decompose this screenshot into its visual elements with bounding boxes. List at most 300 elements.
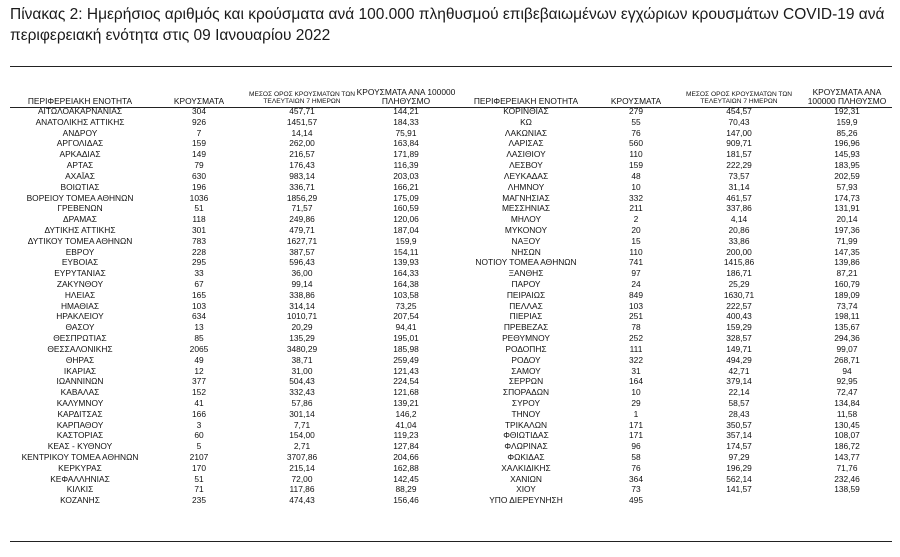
per100k-cell: 94: [842, 365, 852, 376]
cases-cell: 235: [192, 495, 206, 506]
avg7-cell: 3480,29: [286, 343, 318, 354]
cases-cell: 377: [192, 376, 206, 387]
region-cell: ΑΡΓΟΛΙΔΑΣ: [56, 138, 104, 149]
region-cell: ΧΑΝΙΩΝ: [510, 473, 542, 484]
cases-cell: 76: [631, 127, 641, 138]
per100k-cell: 139,21: [393, 397, 419, 408]
avg7-cell: 215,14: [289, 462, 315, 473]
cases-cell: 159: [192, 138, 206, 149]
per100k-cell: 159,9: [395, 235, 417, 246]
cases-cell: 251: [629, 311, 643, 322]
per100k-cell: 232,46: [834, 473, 860, 484]
region-cell: ΚΑΡΠΑΘΟΥ: [56, 419, 104, 430]
per100k-cell: 198,11: [834, 311, 860, 322]
avg7-cell: 314,14: [289, 300, 315, 311]
cases-cell: 159: [629, 160, 643, 171]
avg7-cell: 909,71: [726, 138, 752, 149]
table-row: [456, 484, 892, 495]
cases-cell: 196: [192, 181, 206, 192]
table-row: [10, 214, 456, 225]
region-cell: ΛΑΡΙΣΑΣ: [508, 138, 544, 149]
table-row: [456, 409, 892, 420]
cases-cell: 171: [629, 419, 643, 430]
cases-cell: 110: [629, 149, 643, 160]
region-cell: ΞΑΝΘΗΣ: [508, 268, 544, 279]
header-per100k: ΚΡΟΥΣΜΑΤΑ ΑΝΑ 100000 ΠΛΗΘΥΣΜΟ: [356, 87, 456, 106]
avg7-cell: 454,57: [726, 106, 752, 116]
table-row: [10, 452, 456, 463]
table-row: [10, 268, 456, 279]
cases-cell: 634: [192, 311, 206, 322]
per100k-cell: 204,66: [393, 452, 419, 462]
per100k-cell: 88,29: [395, 484, 417, 495]
avg7-cell: 1451,57: [286, 116, 318, 127]
per100k-cell: [802, 495, 892, 506]
cases-cell: 85: [194, 333, 204, 344]
top-rule: [10, 66, 892, 67]
per100k-cell: 186,72: [834, 441, 860, 452]
region-cell: ΕΒΡΟΥ: [65, 246, 95, 257]
avg7-cell: 479,71: [289, 224, 315, 235]
region-cell: ΠΙΕΡΙΑΣ: [509, 311, 543, 322]
avg7-cell: 159,29: [726, 322, 752, 333]
per100k-cell: 20,14: [836, 214, 858, 225]
cases-cell: 55: [631, 116, 641, 127]
avg7-cell: 474,43: [289, 495, 315, 506]
table-row: [456, 463, 892, 474]
region-cell: ΚΑΒΑΛΑΣ: [60, 387, 100, 398]
cases-cell: 164: [629, 376, 643, 387]
cases-cell: 76: [631, 462, 641, 473]
cases-cell: 49: [194, 354, 204, 365]
per100k-cell: 160,59: [393, 203, 419, 214]
per100k-cell: 171,89: [393, 149, 419, 160]
table-row: [456, 344, 892, 355]
cases-cell: 67: [194, 279, 204, 289]
avg7-cell: 2,71: [293, 441, 311, 452]
avg7-cell: 337,86: [726, 203, 752, 214]
avg7-cell: 336,71: [289, 181, 315, 192]
region-cell: ΚΕΝΤΡΙΚΟΥ ΤΟΜΕΑ ΑΘΗΝΩΝ: [21, 452, 139, 462]
table-row: [10, 128, 456, 139]
per100k-cell: 71,76: [836, 462, 858, 473]
avg7-cell: 154,00: [289, 430, 315, 441]
region-cell: ΖΑΚΥΝΘΟΥ: [56, 279, 104, 289]
avg7-cell: 147,00: [726, 127, 752, 138]
region-cell: ΗΛΕΙΑΣ: [64, 289, 96, 300]
avg7-cell: 33,86: [728, 235, 750, 246]
avg7-cell: 461,57: [726, 192, 752, 203]
region-cell: ΜΕΣΣΗΝΙΑΣ: [501, 203, 551, 214]
table-row: [456, 420, 892, 431]
region-cell: ΚΕΑΣ - ΚΥΘΝΟΥ: [47, 441, 113, 452]
table-row: [456, 311, 892, 322]
region-cell: ΑΙΤΩΛΟΑΚΑΡΝΑΝΙΑΣ: [37, 106, 123, 116]
header-region: ΠΕΡΙΦΕΡΕΙΑΚΗ ΕΝΟΤΗΤΑ: [27, 96, 133, 106]
avg7-cell: 328,57: [726, 333, 752, 344]
region-cell: ΠΑΡΟΥ: [511, 279, 541, 289]
table-row: [10, 333, 456, 344]
avg7-cell: [676, 495, 802, 506]
per100k-cell: 57,93: [836, 181, 858, 192]
region-cell: ΑΝΔΡΟΥ: [62, 127, 98, 138]
cases-cell: 110: [629, 246, 643, 257]
avg7-cell: 135,29: [289, 333, 315, 344]
table-row: [10, 301, 456, 312]
per100k-cell: 224,54: [393, 376, 419, 387]
avg7-cell: 4,14: [730, 214, 748, 225]
table-row: [456, 138, 892, 149]
avg7-cell: 149,71: [726, 343, 752, 354]
per100k-cell: 119,23: [393, 430, 419, 441]
per100k-cell: 92,95: [836, 376, 858, 387]
cases-cell: 170: [192, 462, 206, 473]
region-cell: ΗΜΑΘΙΑΣ: [60, 300, 100, 311]
per100k-cell: 154,11: [393, 246, 419, 257]
per100k-cell: 41,04: [395, 419, 417, 430]
avg7-cell: 20,29: [291, 322, 313, 333]
per100k-cell: 121,68: [393, 387, 419, 398]
region-cell: ΦΛΩΡΙΝΑΣ: [504, 441, 548, 452]
avg7-cell: 504,43: [289, 376, 315, 387]
cases-cell: 10: [631, 181, 641, 192]
region-cell: ΡΕΘΥΜΝΟΥ: [502, 333, 550, 344]
avg7-cell: 983,14: [289, 170, 315, 181]
table-row: [456, 376, 892, 387]
cases-cell: 630: [192, 170, 206, 181]
table-row: [456, 430, 892, 441]
avg7-cell: 301,14: [289, 408, 315, 419]
avg7-cell: 97,29: [728, 452, 750, 462]
per100k-cell: 163,84: [393, 138, 419, 149]
region-cell: ΘΑΣΟΥ: [65, 322, 95, 333]
cases-cell: 78: [631, 322, 641, 333]
per100k-cell: 183,95: [834, 160, 860, 171]
per100k-cell: 103,58: [393, 289, 419, 300]
cases-cell: 118: [192, 214, 206, 225]
table-row: [10, 463, 456, 474]
avg7-cell: 7,71: [293, 419, 311, 430]
per100k-cell: 175,09: [393, 192, 419, 203]
region-cell: ΔΥΤΙΚΟΥ ΤΟΜΕΑ ΑΘΗΝΩΝ: [27, 235, 133, 246]
region-cell: ΔΥΤΙΚΗΣ ΑΤΤΙΚΗΣ: [44, 224, 116, 235]
cases-cell: 304: [192, 106, 206, 116]
region-cell: ΒΟΡΕΙΟΥ ΤΟΜΕΑ ΑΘΗΝΩΝ: [26, 192, 134, 203]
cases-cell: 279: [629, 106, 643, 116]
cases-cell: 13: [194, 322, 204, 333]
per100k-cell: 185,98: [393, 343, 419, 354]
cases-cell: 1036: [189, 192, 209, 203]
header-per100k: ΚΡΟΥΣΜΑΤΑ ΑΝΑ 100000 ΠΛΗΘΥΣΜΟ: [807, 87, 887, 106]
region-cell: ΜΗΛΟΥ: [510, 214, 542, 225]
table-row: [456, 128, 892, 139]
cases-cell: 2065: [189, 343, 209, 354]
region-cell: ΡΟΔΟΠΗΣ: [505, 343, 547, 354]
cases-cell: 1: [633, 408, 639, 419]
per100k-cell: 207,54: [393, 311, 419, 322]
cases-cell: 51: [194, 203, 204, 214]
per100k-cell: 72,47: [836, 387, 858, 398]
cases-cell: 165: [192, 289, 206, 300]
region-cell: ΛΑΚΩΝΙΑΣ: [504, 127, 548, 138]
region-cell: ΒΟΙΩΤΙΑΣ: [60, 181, 100, 192]
cases-cell: 152: [192, 387, 206, 398]
table-row: [10, 290, 456, 301]
cases-cell: 12: [194, 365, 204, 376]
avg7-cell: 38,71: [291, 354, 313, 365]
avg7-cell: 57,86: [291, 397, 313, 408]
cases-cell: 58: [631, 452, 641, 462]
avg7-cell: 99,14: [291, 279, 313, 289]
table-row: [10, 106, 456, 117]
cases-cell: 15: [631, 235, 641, 246]
per100k-cell: 184,33: [393, 116, 419, 127]
avg7-cell: 1627,71: [286, 235, 318, 246]
region-cell: ΚΑΡΔΙΤΣΑΣ: [57, 408, 103, 419]
region-cell: ΣΕΡΡΩΝ: [508, 376, 544, 387]
region-cell: ΚΟΖΑΝΗΣ: [60, 495, 100, 506]
table-row: [456, 279, 892, 290]
region-cell: ΘΗΡΑΣ: [65, 354, 95, 365]
avg7-cell: 357,14: [726, 430, 752, 441]
avg7-cell: 117,86: [289, 484, 315, 495]
cases-cell: 926: [192, 116, 206, 127]
avg7-cell: 400,43: [726, 311, 752, 322]
cases-cell: 301: [192, 224, 206, 235]
table-row: [456, 366, 892, 377]
per100k-cell: 156,46: [393, 495, 419, 506]
per100k-cell: 142,45: [393, 473, 419, 484]
per100k-cell: 139,86: [834, 257, 860, 268]
region-cell: ΠΡΕΒΕΖΑΣ: [503, 322, 549, 333]
per100k-cell: 85,26: [836, 127, 858, 138]
table-row: [456, 171, 892, 182]
per100k-cell: 121,43: [393, 365, 419, 376]
region-cell: ΚΑΛΥΜΝΟΥ: [56, 397, 104, 408]
table-row: [10, 387, 456, 398]
table-row: [10, 117, 456, 128]
avg7-cell: 249,86: [289, 214, 315, 225]
per100k-cell: 189,09: [834, 289, 860, 300]
table-row: [456, 322, 892, 333]
avg7-cell: 350,57: [726, 419, 752, 430]
table-row: [10, 171, 456, 182]
table-row: [10, 366, 456, 377]
region-cell: ΧΑΛΚΙΔΙΚΗΣ: [501, 462, 551, 473]
avg7-cell: 262,00: [289, 138, 315, 149]
per100k-cell: 259,49: [393, 354, 419, 365]
region-cell: ΛΕΥΚΑΔΑΣ: [503, 170, 549, 181]
per100k-cell: 11,58: [836, 408, 858, 419]
table-row: [10, 279, 456, 290]
table-row: [456, 203, 892, 214]
region-cell: ΦΩΚΙΔΑΣ: [507, 452, 545, 462]
per100k-cell: 268,71: [834, 354, 860, 365]
per100k-cell: 135,67: [834, 322, 860, 333]
per100k-cell: 120,06: [393, 214, 419, 225]
table-row: [456, 214, 892, 225]
table-row: [456, 182, 892, 193]
avg7-cell: 71,57: [291, 203, 313, 214]
table-row: [456, 225, 892, 236]
cases-cell: 322: [629, 354, 643, 365]
avg7-cell: 58,57: [728, 397, 750, 408]
per100k-cell: 73,74: [836, 300, 858, 311]
per100k-cell: 131,91: [834, 203, 860, 214]
table-row: [10, 257, 456, 268]
avg7-cell: 72,00: [291, 473, 313, 484]
region-cell: ΗΡΑΚΛΕΙΟΥ: [56, 311, 104, 322]
per100k-cell: 138,59: [834, 484, 860, 495]
table-caption: Πίνακας 2: Ημερήσιος αριθμός και κρούσματα ανά 100.000 πληθυσμού επιβεβαιωμένων εγχώριων κρουσμάτων COVID-19 ανά περιφερειακή ενότητα στις 09 Ιανουαρίου 2022: [10, 6, 885, 44]
region-cell: ΚΟΡΙΝΘΙΑΣ: [503, 106, 549, 116]
table-row: [456, 193, 892, 204]
cases-cell: 5: [196, 441, 202, 452]
avg7-cell: 379,14: [726, 376, 752, 387]
table-row: [10, 311, 456, 322]
region-cell: ΚΕΦΑΛΛΗΝΙΑΣ: [50, 473, 110, 484]
per100k-cell: 164,38: [393, 279, 419, 289]
table-row: [456, 117, 892, 128]
cases-cell: 252: [629, 333, 643, 344]
per100k-cell: 71,99: [836, 235, 858, 246]
per100k-cell: 203,03: [393, 170, 419, 181]
region-cell: ΙΚΑΡΙΑΣ: [63, 365, 97, 376]
per100k-cell: 139,93: [393, 257, 419, 268]
per100k-cell: 160,79: [834, 279, 860, 289]
region-cell: ΝΟΤΙΟΥ ΤΟΜΕΑ ΑΘΗΝΩΝ: [475, 257, 577, 268]
avg7-cell: 387,57: [289, 246, 315, 257]
table-row: [456, 355, 892, 366]
table-body-right: [456, 106, 892, 506]
per100k-cell: 87,21: [836, 268, 858, 279]
avg7-cell: 222,57: [726, 300, 752, 311]
region-cell: ΘΕΣΣΑΛΟΝΙΚΗΣ: [47, 343, 113, 354]
per100k-cell: 144,21: [393, 106, 419, 116]
region-cell: ΛΑΣΙΘΙΟΥ: [506, 149, 546, 160]
cases-cell: 741: [629, 257, 643, 268]
region-cell: ΤΗΝΟΥ: [511, 408, 541, 419]
table-row: [456, 268, 892, 279]
per100k-cell: 130,45: [834, 419, 860, 430]
avg7-cell: 1630,71: [723, 289, 755, 300]
region-cell: ΣΠΟΡΑΔΩΝ: [502, 387, 550, 398]
cases-cell: 295: [192, 257, 206, 268]
region-cell: ΡΟΔΟΥ: [511, 354, 541, 365]
avg7-cell: 196,29: [726, 462, 752, 473]
per100k-cell: 166,21: [393, 181, 419, 192]
region-cell: ΛΗΜΝΟΥ: [507, 181, 545, 192]
region-cell: ΔΡΑΜΑΣ: [63, 214, 97, 225]
table-row: [456, 333, 892, 344]
table-row: [10, 247, 456, 258]
cases-cell: 783: [192, 235, 206, 246]
cases-cell: 60: [194, 430, 204, 441]
table-row: [10, 344, 456, 355]
cases-cell: 97: [631, 268, 641, 279]
per100k-cell: 134,84: [834, 397, 860, 408]
table-row: [10, 420, 456, 431]
avg7-cell: 562,14: [726, 473, 752, 484]
per100k-cell: 146,2: [395, 408, 417, 419]
table-row: [10, 193, 456, 204]
cases-cell: 96: [631, 441, 641, 452]
bottom-rule: [10, 541, 892, 542]
per100k-cell: 202,59: [834, 170, 860, 181]
region-cell: ΥΠΟ ΔΙΕΡΕΥΝΗΣΗ: [489, 495, 563, 506]
per100k-cell: 94,41: [395, 322, 417, 333]
table-row: [456, 474, 892, 485]
cases-cell: 7: [196, 127, 202, 138]
table-row: [10, 182, 456, 193]
avg7-cell: 338,86: [289, 289, 315, 300]
cases-cell: 48: [631, 170, 641, 181]
per100k-cell: 174,73: [834, 192, 860, 203]
table-row: [456, 441, 892, 452]
region-cell: ΑΡΚΑΔΙΑΣ: [59, 149, 101, 160]
table-row: [10, 376, 456, 387]
avg7-cell: 31,00: [291, 365, 313, 376]
avg7-cell: 494,29: [726, 354, 752, 365]
region-cell: ΑΝΑΤΟΛΙΚΗΣ ΑΤΤΙΚΗΣ: [35, 116, 125, 127]
avg7-cell: 25,29: [728, 279, 750, 289]
table-row: [10, 203, 456, 214]
table-row: [10, 430, 456, 441]
cases-cell: 495: [629, 495, 643, 506]
header-cases: ΚΡΟΥΣΜΑΤΑ: [173, 96, 225, 106]
cases-cell: 3: [196, 419, 202, 430]
table-row: [456, 452, 892, 463]
region-cell: ΙΩΑΝΝΙΝΩΝ: [56, 376, 104, 387]
region-cell: ΚΕΡΚΥΡΑΣ: [58, 462, 102, 473]
table-row: [10, 160, 456, 171]
region-cell: ΑΡΤΑΣ: [66, 160, 94, 171]
per100k-cell: 108,07: [834, 430, 860, 441]
cases-cell: 103: [192, 300, 206, 311]
per100k-cell: 162,88: [393, 462, 419, 473]
avg7-cell: 36,00: [291, 268, 313, 279]
header-avg7: ΜΕΣΟΣ ΟΡΟΣ ΚΡΟΥΣΜΑΤΩΝ ΤΩΝ ΤΕΛΕΥΤΑΙΩΝ 7 ΗΜΕΡΩΝ: [685, 90, 793, 106]
table-row: [456, 257, 892, 268]
table-row: [456, 236, 892, 247]
region-cell: ΧΙΟΥ: [516, 484, 536, 495]
region-cell: ΛΕΣΒΟΥ: [509, 160, 543, 171]
avg7-cell: 20,86: [728, 224, 750, 235]
cases-table-right: [456, 84, 892, 506]
header-row: [10, 84, 456, 106]
cases-cell: 79: [194, 160, 204, 171]
cases-cell: 51: [194, 473, 204, 484]
per100k-cell: 127,84: [393, 441, 419, 452]
table-row: [456, 290, 892, 301]
table-row: [10, 474, 456, 485]
avg7-cell: 3707,86: [286, 452, 318, 462]
avg7-cell: 42,71: [728, 365, 750, 376]
region-cell: ΝΗΣΩΝ: [511, 246, 541, 257]
per100k-cell: 187,04: [393, 224, 419, 235]
region-cell: ΓΡΕΒΕΝΩΝ: [57, 203, 103, 214]
avg7-cell: 176,43: [289, 160, 315, 171]
cases-cell: 332: [629, 192, 643, 203]
per100k-cell: 164,33: [393, 268, 419, 279]
avg7-cell: 222,29: [726, 160, 752, 171]
cases-cell: 10: [631, 387, 641, 398]
cases-cell: 211: [629, 203, 643, 214]
cases-cell: 149: [192, 149, 206, 160]
region-cell: ΣΥΡΟΥ: [511, 397, 541, 408]
region-cell: ΚΙΛΚΙΣ: [66, 484, 94, 495]
cases-cell: 171: [629, 430, 643, 441]
